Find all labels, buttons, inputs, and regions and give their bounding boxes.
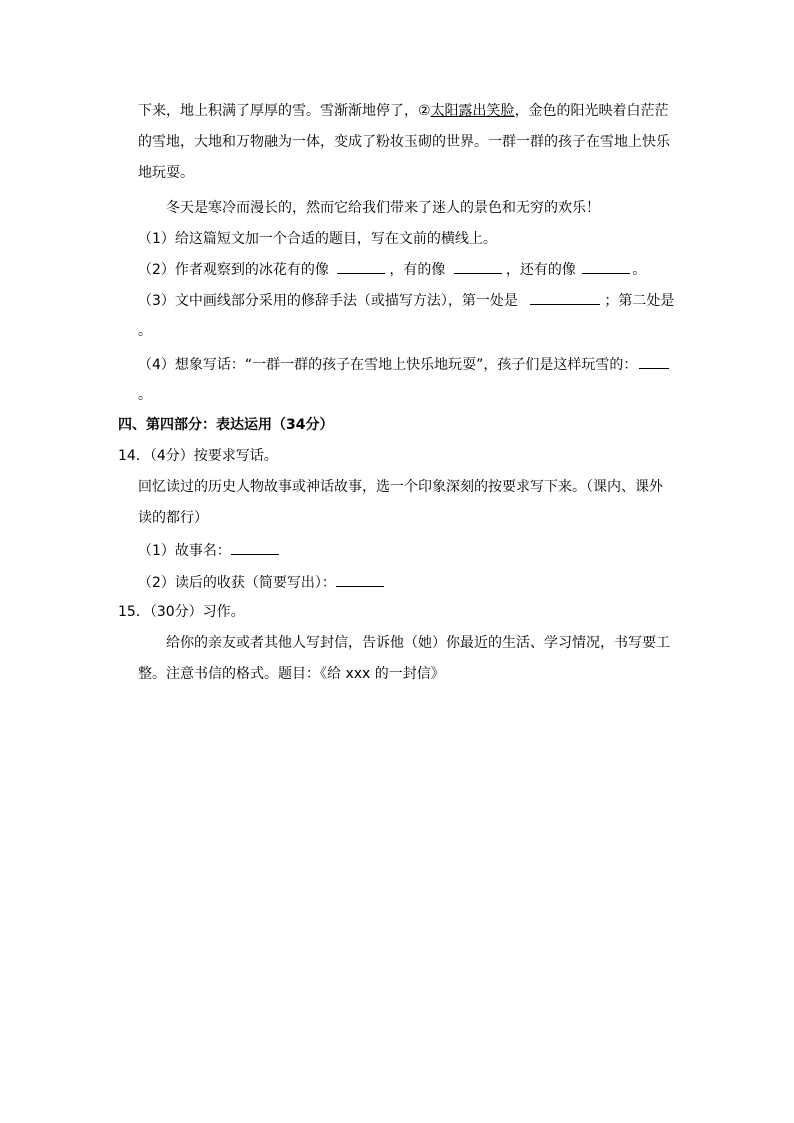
answer-blank[interactable] (337, 259, 385, 274)
story-name-label: （1）故事名： (138, 543, 231, 559)
question-4-text-a: （4）想象写话：“一群一群的孩子在雪地上快乐地玩耍”，孩子们是这样玩雪的： (138, 357, 638, 373)
question-4-end: 。 (138, 387, 152, 403)
answer-blank[interactable] (582, 259, 630, 274)
question-2-text-b: ，有的像 (389, 262, 446, 278)
reading-gain-label: （2）读后的收获（简要写出）： (138, 575, 336, 591)
answer-blank[interactable] (454, 259, 502, 274)
answer-blank[interactable] (639, 354, 669, 369)
question-15-title: 15．（30分）习作。 (118, 604, 245, 620)
question-2 (138, 259, 646, 280)
question-3-end: 。 (138, 323, 152, 339)
question-3-text-a: （3）文中画线部分采用的修辞手法（或描写方法），第一处是 (138, 293, 518, 309)
reading-gain-blank[interactable] (336, 572, 384, 587)
passage-line-1 (138, 101, 669, 121)
question-2-text-d: 。 (632, 262, 647, 278)
story-name-blank[interactable] (231, 540, 279, 555)
question-4 (138, 354, 669, 375)
underlined-phrase: 太阳露出笑脸 (430, 103, 515, 119)
passage-line-1-start: 下来，地上积满了厚厚的雪。雪渐渐地停了，② (138, 103, 431, 119)
passage-closing-line: 冬天是寒冷而漫长的，然而它给我们带来了迷人的景色和无穷的欢乐！ (166, 200, 600, 216)
question-3 (138, 290, 674, 311)
question-14-title: 14．（4分）按要求写话。 (118, 448, 278, 464)
question-14-text-line-1: 回忆读过的历史人物故事或神话故事，选一个印象深刻的按要求写下来。（课内、课外 (138, 479, 663, 495)
passage-line-1-end: ，金色的阳光映着白茫茫 (514, 103, 669, 119)
question-15-text-line-1: 给你的亲友或者其他人写封信，告诉他（她）你最近的生活、学习情况，书写要工 (166, 635, 670, 651)
passage-line-2: 的雪地，大地和万物融为一体，变成了粉妆玉砌的世界。一群一群的孩子在雪地上快乐 (138, 134, 670, 150)
answer-blank[interactable] (530, 290, 600, 305)
question-3-text-b: ；第二处是 (604, 293, 675, 309)
question-15-text-line-2: 整。注意书信的格式。题目：《给 xxx 的一封信》 (138, 666, 445, 682)
question-14-text-line-2: 读的都行） (138, 510, 208, 526)
question-2-text-a: （2）作者观察到的冰花有的像 (138, 262, 329, 278)
question-1: （1）给这篇短文加一个合适的题目，写在文前的横线上。 (138, 231, 497, 247)
passage-line-3: 地玩耍。 (138, 165, 194, 181)
section-4-heading: 四、第四部分：表达运用（34分） (118, 417, 334, 433)
question-2-text-c: ，还有的像 (505, 262, 576, 278)
question-14-item-1 (138, 540, 279, 561)
question-14-item-2 (138, 572, 384, 593)
